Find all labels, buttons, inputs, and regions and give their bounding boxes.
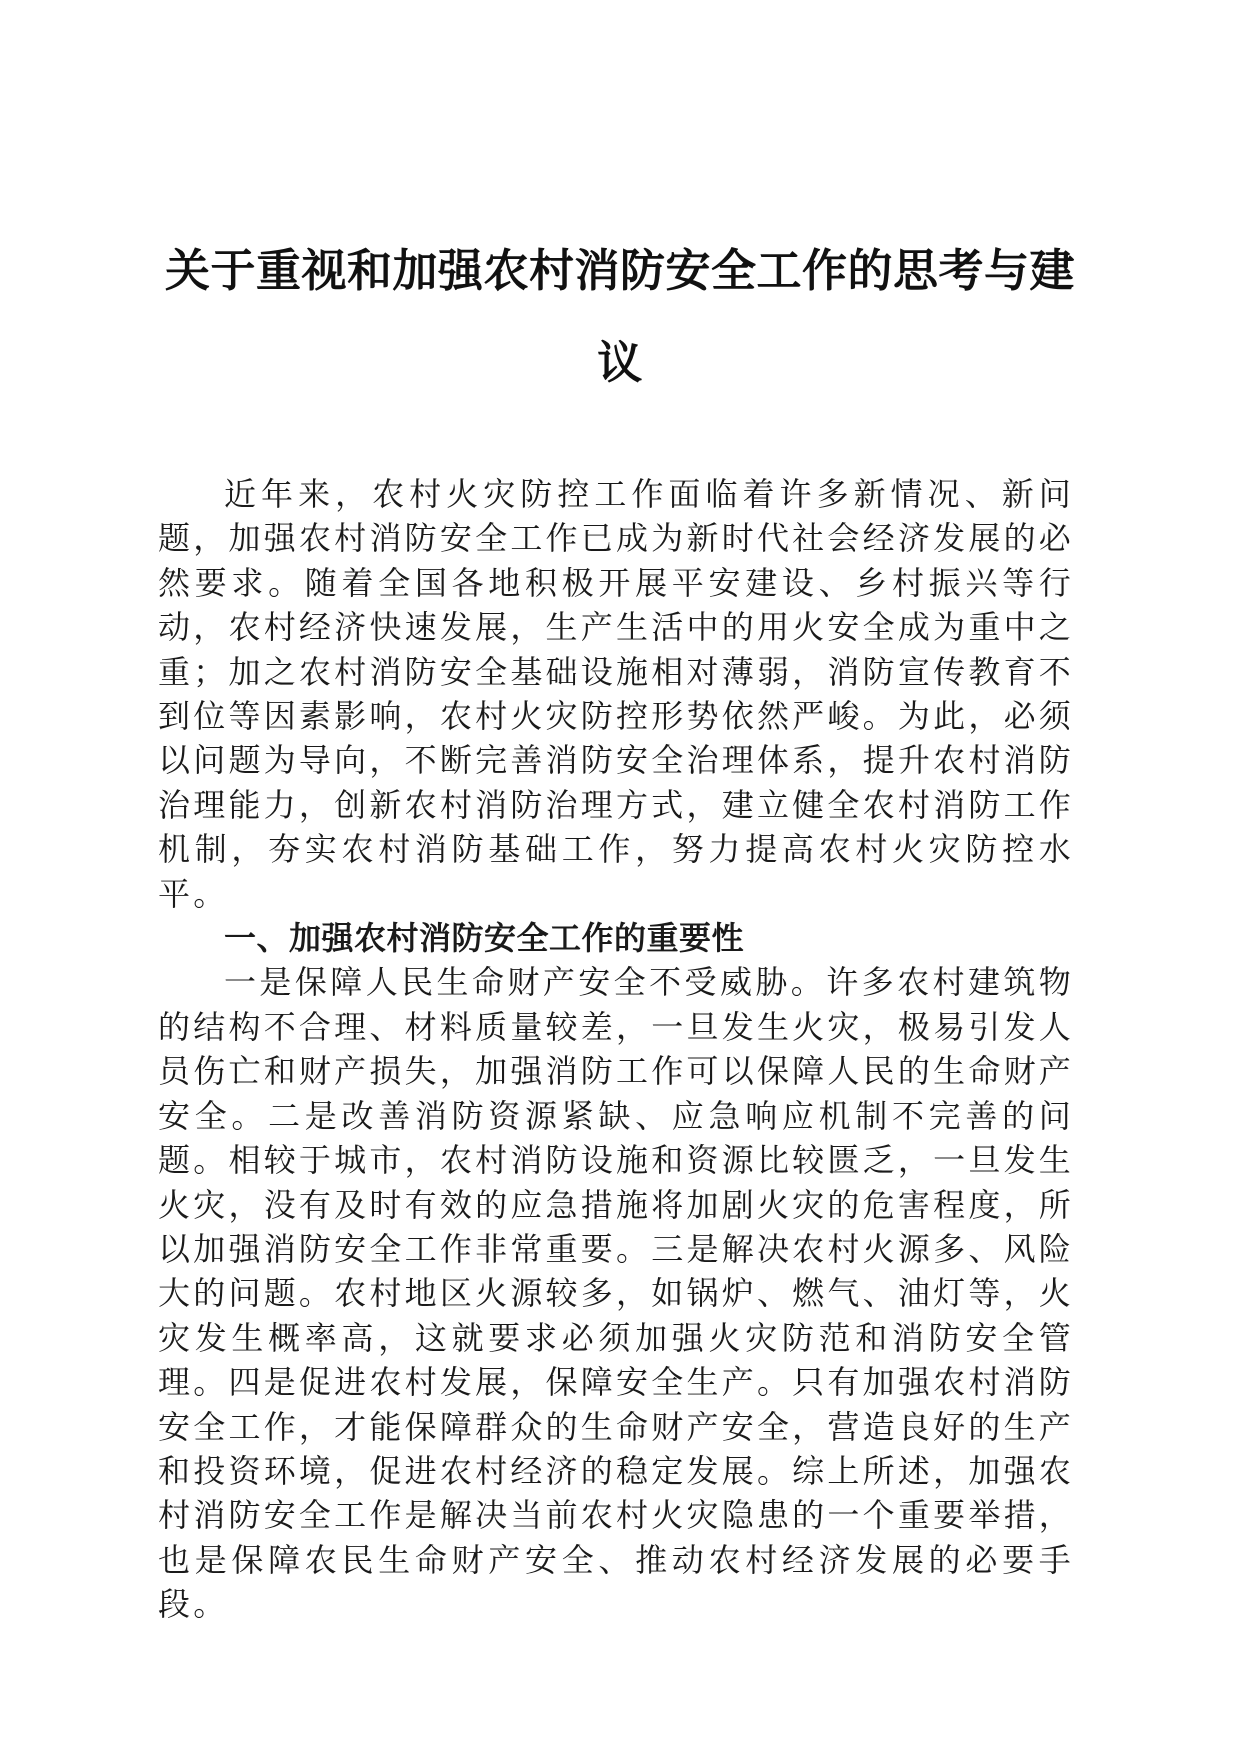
document-body xyxy=(158,472,1074,1627)
section-heading-1: 一、加强农村消防安全工作的重要性 xyxy=(224,919,745,958)
document-title: 关于重视和加强农村消防安全工作的思考与建议 xyxy=(164,244,1075,389)
intro-paragraph: 近年来，农村火灾防控工作面临着许多新情况、新问题，加强农村消防安全工作已成为新时代社会经济发展的必然要求。随着全国各地积极开展平安建设、乡村振兴等行动，农村经济快速发展，生产生活中的用火安全成为重中之重；加之农村消防安全基础设施相对薄弱，消防宣传教育不到位等因素影响，农村火灾防控形势依然严峻。为此，必须以问题为导向，不断完善消防安全治理体系，提升农村消防治理能力，创新农村消防治理方式，建立健全农村消防工作机制，夯实农村消防基础工作，努力提高农村火灾防控水平。 xyxy=(158,475,1074,913)
section-1-paragraph: 一是保障人民生命财产安全不受威胁。许多农村建筑物的结构不合理、材料质量较差，一旦发生火灾，极易引发人员伤亡和财产损失，加强消防工作可以保障人民的生命财产安全。二是改善消防资源紧缺、应急响应机制不完善的问题。相较于城市，农村消防设施和资源比较匮乏，一旦发生火灾，没有及时有效的应急措施将加剧火灾的危害程度，所以加强消防安全工作非常重要。三是解决农村火源多、风险大的问题。农村地区火源较多，如锅炉、燃气、油灯等，火灾发生概率高，这就要求必须加强火灾防范和消防安全管理。四是促进农村发展，保障安全生产。只有加强农村消防安全工作，才能保障群众的生命财产安全，营造良好的生产和投资环境，促进农村经济的稳定发展。综上所述，加强农村消防安全工作是解决当前农村火灾隐患的一个重要举措，也是保障农民生命财产安全、推动农村经济发展的必要手段。 xyxy=(158,963,1074,1624)
